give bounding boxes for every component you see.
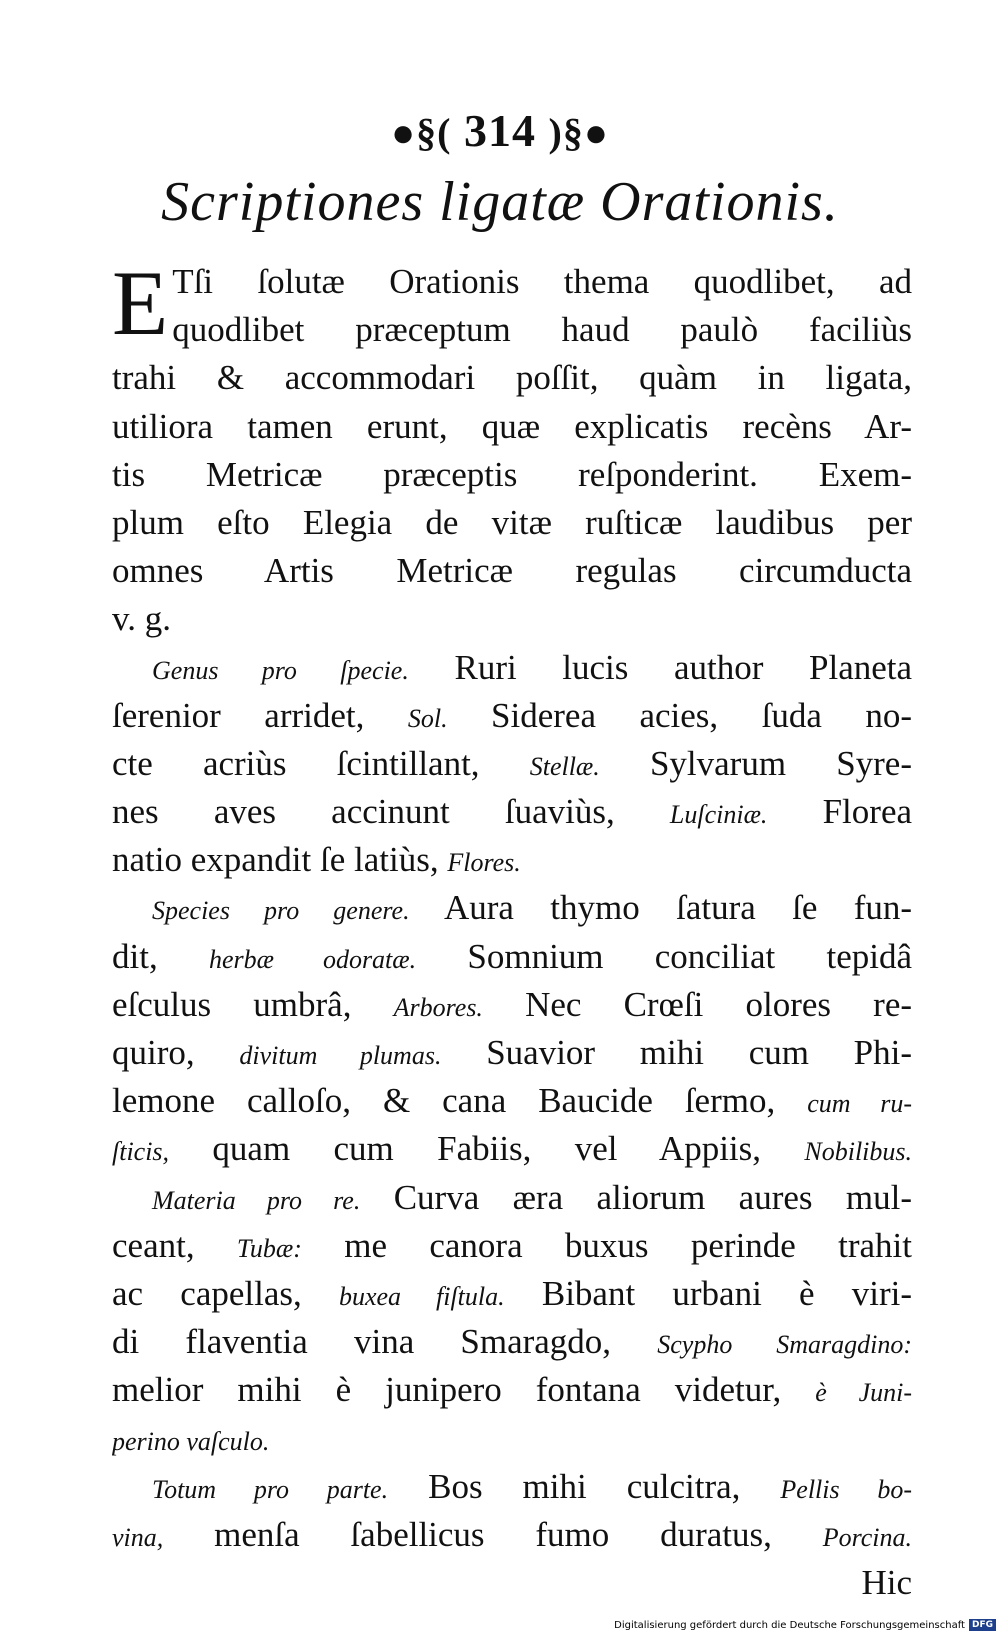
text-line: tis Metricæ præceptis reſponderint. Exem- xyxy=(112,454,912,494)
ornament-right: )§● xyxy=(548,110,609,155)
text-line xyxy=(112,1270,912,1318)
text-line xyxy=(112,1366,912,1414)
text-line xyxy=(112,1029,912,1077)
text-span: eſculus umbrâ, xyxy=(112,984,352,1024)
text-span: ceant, xyxy=(112,1225,195,1265)
text-span: quiro, xyxy=(112,1033,195,1072)
text-span: Ruri lucis author Planeta xyxy=(454,647,912,687)
gloss: vina, xyxy=(112,1522,164,1552)
text-span: natio expandit ſe latiùs, xyxy=(112,840,439,880)
paragraph-genus xyxy=(112,644,912,885)
page-number: 314 xyxy=(464,105,536,156)
gloss: herbæ odoratæ. xyxy=(208,944,417,974)
gloss: Stellæ. xyxy=(529,751,600,781)
gloss: Arbores. xyxy=(393,992,483,1022)
body-text xyxy=(112,252,912,1607)
text-span: Suavior mihi cum Phi- xyxy=(486,1033,912,1072)
text-span: lemone calloſo, & cana Baucide ſermo, xyxy=(112,1081,776,1121)
text-span: dit, xyxy=(112,936,158,976)
text-line xyxy=(112,1318,912,1366)
text-line xyxy=(112,1125,912,1173)
gloss: Sol. xyxy=(407,703,448,733)
text-span: melior mihi è junipero fontana videtur, xyxy=(112,1370,782,1410)
text-span: menſa ſabellicus fumo duratus, xyxy=(214,1514,772,1554)
text-span: nes aves accinunt ſuaviùs, xyxy=(112,792,615,832)
text-line xyxy=(112,1222,912,1270)
gloss: perino vaſculo. xyxy=(112,1426,270,1456)
page-header xyxy=(0,105,1000,156)
gloss: ſticis, xyxy=(112,1137,170,1167)
text-line: omnes Artis Metricæ regulas circumducta xyxy=(112,551,912,591)
text-line xyxy=(112,981,912,1029)
figure-label: Species pro genere. xyxy=(152,896,410,926)
text-span: Bos mihi culcitra, xyxy=(428,1466,741,1506)
text-line xyxy=(112,933,912,981)
text-line xyxy=(112,884,912,932)
text-line xyxy=(112,836,912,884)
text-line: v. g. xyxy=(112,599,171,639)
text-span: ac capellas, xyxy=(112,1273,302,1313)
text-span: cte acriùs ſcintillant, xyxy=(112,743,480,783)
gloss: Tubæ: xyxy=(236,1233,302,1263)
text-span: Curva æra aliorum aures mul- xyxy=(393,1177,912,1217)
text-span: Bibant urbani è viri- xyxy=(541,1273,912,1313)
digitization-credit xyxy=(610,1617,1000,1633)
text-line xyxy=(112,1415,912,1463)
drop-cap: E xyxy=(112,252,169,354)
text-span: Aura thymo ſatura ſe fun- xyxy=(444,888,912,928)
text-line xyxy=(112,788,912,836)
gloss: Nobilibus. xyxy=(804,1137,912,1167)
gloss: Flores. xyxy=(447,848,521,878)
text-span: Somnium conciliat tepidâ xyxy=(467,936,912,976)
text-span: Sylvarum Syre- xyxy=(649,743,912,783)
figure-label: Genus pro ſpecie. xyxy=(152,655,409,685)
text-span: quam cum Fabiis, vel Appiis, xyxy=(212,1129,762,1169)
text-line xyxy=(112,1463,912,1511)
text-span: me canora buxus perinde trahit xyxy=(344,1225,912,1265)
text-line xyxy=(112,1174,912,1222)
gloss: cum ru- xyxy=(807,1089,912,1119)
credit-text: Digitalisierung gefördert durch die Deutsche Forschungsgemeinschaft xyxy=(614,1619,965,1631)
text-span: Nec Crœſi olores re- xyxy=(525,984,912,1024)
text-line: quodlibet præceptum haud paulò faciliùs xyxy=(172,310,912,350)
text-line xyxy=(112,692,912,740)
text-line: plum eſto Elegia de vitæ ruſticæ laudibus per xyxy=(112,502,912,542)
text-line xyxy=(112,644,912,692)
figure-label: Materia pro re. xyxy=(152,1185,361,1215)
page-title: Scriptiones ligatæ Orationis. xyxy=(161,171,839,233)
dfg-logo-icon: DFG xyxy=(969,1619,996,1631)
text-span: di flaventia vina Smaragdo, xyxy=(112,1322,612,1362)
text-line xyxy=(112,1077,912,1125)
gloss: Pellis bo- xyxy=(780,1474,912,1504)
text-line: trahi & accommodari poſſit, quàm in ligata, xyxy=(112,358,912,398)
paragraph-intro xyxy=(112,252,912,644)
paragraph-totum xyxy=(112,1463,912,1608)
gloss: Luſciniæ. xyxy=(669,800,768,830)
gloss: è Juni- xyxy=(815,1378,912,1408)
figure-label: Totum pro parte. xyxy=(152,1474,389,1504)
paragraph-materia xyxy=(112,1174,912,1463)
paragraph-species xyxy=(112,884,912,1173)
gloss: Porcina. xyxy=(822,1522,912,1552)
gloss: Scypho Smaragdino: xyxy=(657,1330,912,1360)
text-line: Tſi ſolutæ Orationis thema quodlibet, ad xyxy=(172,262,912,301)
ornament-left: ●§( xyxy=(391,110,452,155)
catchword: Hic xyxy=(861,1563,912,1603)
text-line xyxy=(112,1511,912,1559)
text-span: Florea xyxy=(822,792,912,832)
gloss: divitum plumas. xyxy=(239,1041,442,1070)
text-span: Siderea acies, ſuda no- xyxy=(491,695,912,735)
gloss: buxea fiſtula. xyxy=(338,1281,505,1311)
text-line xyxy=(112,740,912,788)
text-span: ſerenior arridet, xyxy=(112,695,365,735)
text-line: utiliora tamen erunt, quæ explicatis recèns Ar- xyxy=(112,406,912,446)
